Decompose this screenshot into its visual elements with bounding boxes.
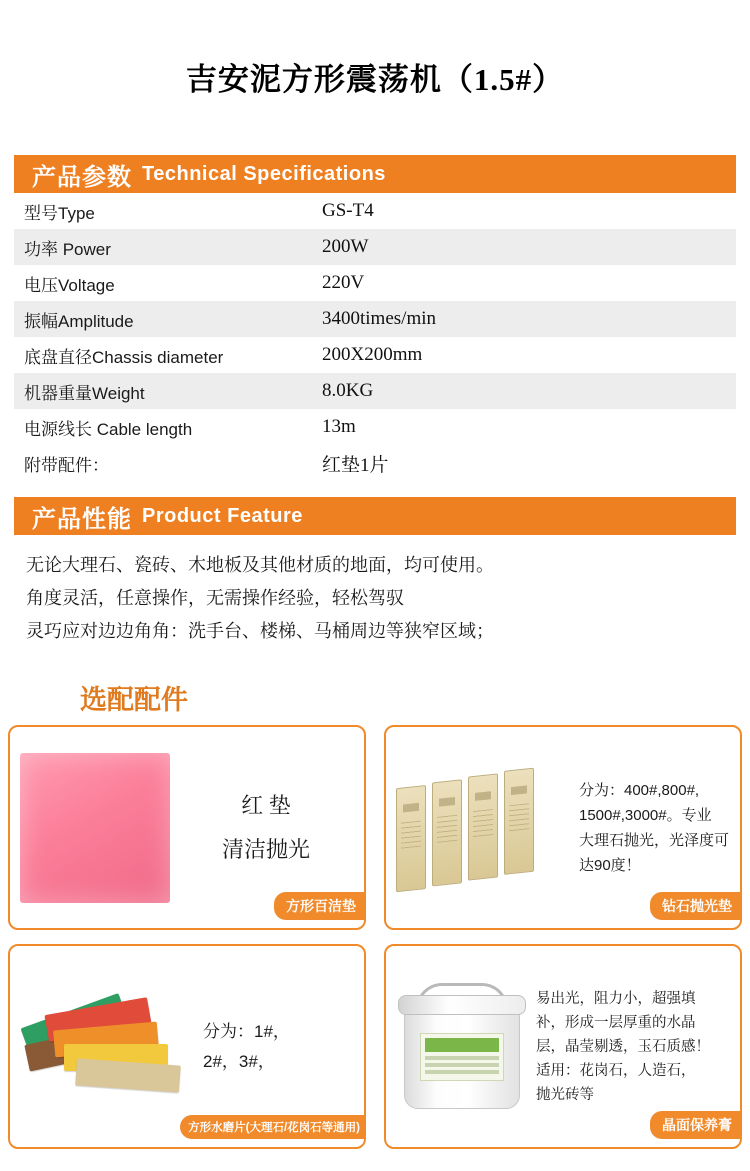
table-row	[14, 337, 736, 373]
spec-table-wrapper	[14, 193, 736, 481]
status-badge: 方形百洁垫	[274, 892, 366, 920]
diamond-pad-image	[396, 773, 571, 883]
pink-pad-image	[20, 753, 170, 903]
status-badge: 钻石抛光垫	[650, 892, 742, 920]
accessory-card-diamond-pad	[384, 725, 742, 930]
text-line: 易出光，阻力小，超强填	[536, 990, 696, 1007]
table-row	[14, 193, 736, 229]
spec-label: 附带配件：	[24, 455, 109, 475]
spec-label: 型号Type	[24, 203, 95, 223]
spec-table	[14, 193, 736, 481]
spec-label: 底盘直径Chassis diameter	[24, 347, 224, 367]
spec-label: 电源线长 Cable length	[24, 419, 193, 439]
spec-header-en: Technical Specifications	[142, 162, 386, 185]
spec-value: GS-T4	[322, 200, 374, 221]
table-row	[14, 409, 736, 445]
status-badge: 晶面保养膏	[650, 1111, 742, 1139]
table-row	[14, 301, 736, 337]
spec-value: 3400times/min	[286, 301, 736, 337]
polish-bucket-image	[396, 981, 528, 1113]
feature-section-header	[14, 497, 736, 535]
accessory-card-polish-paste	[384, 944, 742, 1149]
text-line: 1500#,3000#。专业	[579, 806, 712, 824]
text-line: 达90度！	[579, 856, 641, 874]
diamond-pad-text	[571, 778, 730, 878]
pink-pad-text	[170, 784, 354, 872]
table-row	[14, 229, 736, 265]
feature-line: 灵巧应对边边角角：洗手台、楼梯、马桶周边等狭窄区域；	[26, 621, 494, 641]
table-row	[14, 373, 736, 409]
spec-value: 8.0KG	[286, 373, 736, 409]
optional-accessories-title: 选配配件	[80, 685, 188, 715]
sandpaper-text	[195, 1017, 354, 1077]
feature-body	[14, 535, 736, 654]
feature-line: 无论大理石、瓷砖、木地板及其他材质的地面，均可使用。	[26, 555, 494, 575]
spec-label: 电压Voltage	[24, 275, 115, 295]
status-badge: 方形水磨片(大理石/花岗石等通用)	[180, 1115, 366, 1139]
accessory-card-sandpaper	[8, 944, 366, 1149]
accessory-card-pink-pad	[8, 725, 366, 930]
page-title: 吉安泥方形震荡机（1.5#）	[185, 62, 565, 97]
spec-value: 红垫1片	[322, 454, 389, 476]
spec-label: 功率 Power	[14, 229, 286, 265]
spec-header-cn: 产品参数	[32, 164, 132, 191]
spec-value: 200X200mm	[322, 344, 423, 365]
text-line: 分为：1#，	[203, 1021, 290, 1041]
text-line: 分为：400#,800#,	[579, 781, 700, 799]
spec-label: 振幅Amplitude	[14, 301, 286, 337]
text-line: 2#，3#，	[203, 1051, 275, 1071]
table-row	[14, 265, 736, 301]
spec-label: 机器重量Weight	[14, 373, 286, 409]
text-line: 抛光砖等	[536, 1086, 594, 1103]
sandpaper-image	[20, 982, 195, 1112]
feature-line: 角度灵活，任意操作，无需操作经验，轻松驾驭	[26, 588, 404, 608]
spec-section-header	[14, 155, 736, 193]
accessory-card-grid	[8, 725, 742, 1149]
pink-pad-line: 红 垫	[241, 792, 291, 818]
text-line: 层，晶莹剔透，玉石质感！	[536, 1038, 710, 1055]
feature-header-en: Product Feature	[142, 504, 303, 527]
spec-value: 220V	[322, 272, 365, 293]
text-line: 补，形成一层厚重的水晶	[536, 1014, 696, 1031]
text-line: 适用：花岗石，人造石，	[536, 1062, 696, 1079]
spec-value: 13m	[322, 416, 356, 437]
table-row	[14, 445, 736, 481]
polish-paste-text	[528, 987, 730, 1107]
feature-header-cn: 产品性能	[32, 506, 132, 533]
spec-value: 200W	[286, 229, 736, 265]
pink-pad-line: 清洁抛光	[221, 836, 310, 862]
text-line: 大理石抛光，光泽度可	[579, 831, 730, 849]
